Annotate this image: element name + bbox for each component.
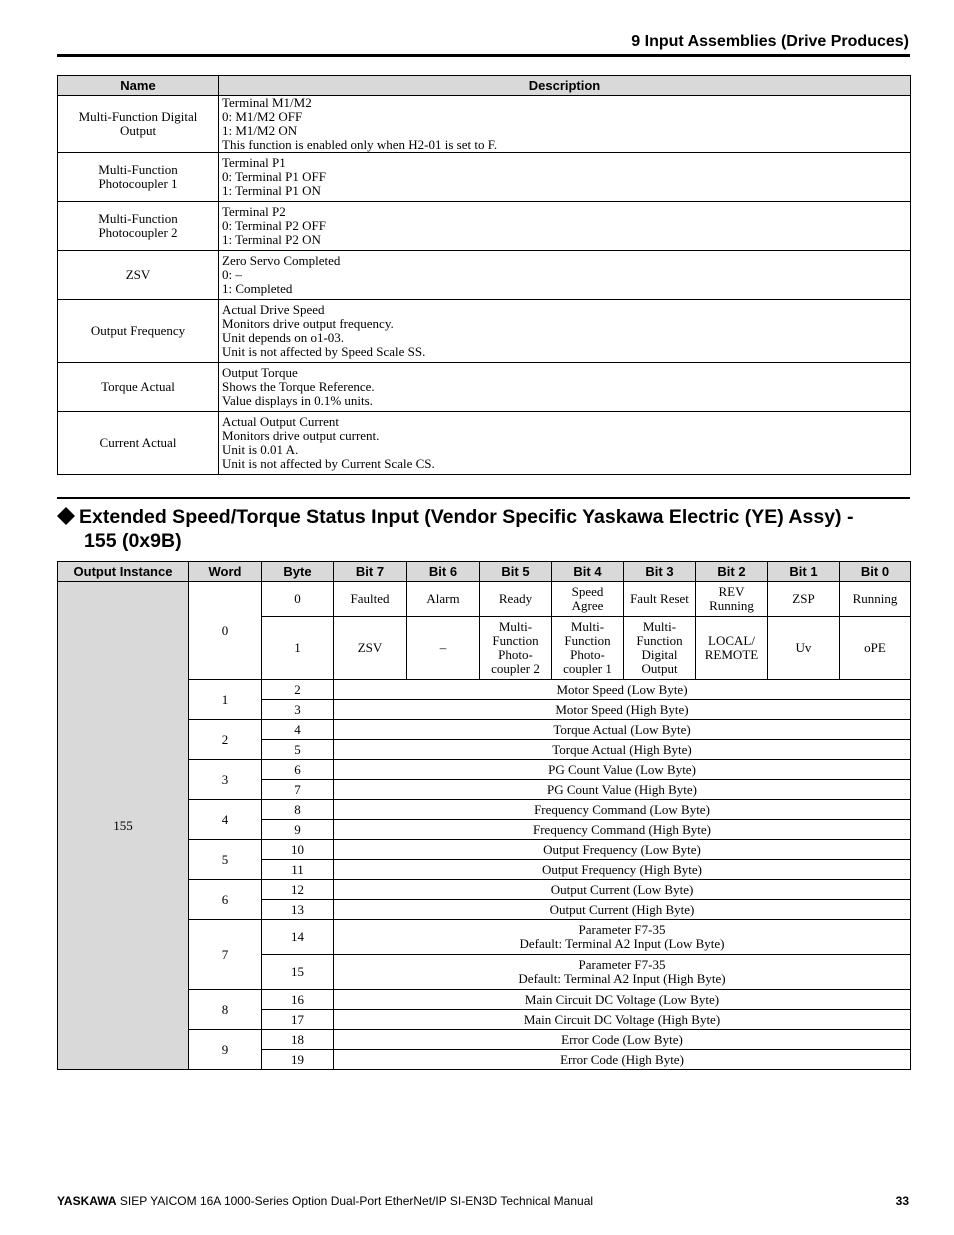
- cell-byte: 13: [262, 900, 334, 920]
- table-header-row: [58, 76, 911, 96]
- text-line: 1: M1/M2 ON: [222, 123, 298, 138]
- text-line: Function: [492, 633, 539, 648]
- text-line: Multi-: [498, 619, 533, 634]
- cell-byte-description: [334, 680, 911, 700]
- text-line: Speed: [571, 584, 604, 599]
- text-line: Main Circuit DC Voltage (Low Byte): [524, 991, 720, 1007]
- cell-byte: 14: [262, 920, 334, 955]
- cell-bit: [552, 617, 624, 680]
- cell-name: [58, 96, 219, 153]
- section-title-line2: 155 (0x9B): [84, 530, 182, 552]
- cell-bit: [480, 582, 552, 617]
- text-line: Unit is 0.01 A.: [222, 442, 299, 457]
- cell-bit: [696, 617, 768, 680]
- text-line: PG Count Value (Low Byte): [548, 761, 696, 777]
- cell-bit: [334, 582, 407, 617]
- text-line: Default: Terminal A2 Input (Low Byte): [519, 936, 725, 951]
- cell-byte: 19: [262, 1050, 334, 1070]
- text-line: Terminal P2: [222, 204, 286, 219]
- cell-name: [58, 300, 219, 363]
- text-line: Actual Drive Speed: [222, 302, 325, 317]
- text-line: ZSV: [357, 640, 383, 655]
- cell-byte-description: [334, 780, 911, 800]
- cell-description: [219, 251, 911, 300]
- text-line: Photo-: [570, 647, 605, 662]
- cell-bit: [840, 617, 911, 680]
- text-line: Torque Actual (Low Byte): [553, 721, 691, 737]
- text-line: Monitors drive output current.: [222, 428, 380, 443]
- cell-byte-description: [334, 800, 911, 820]
- cell-word: 2: [189, 720, 262, 760]
- text-line: Fault Reset: [630, 591, 689, 606]
- text-line: Ready: [498, 591, 533, 606]
- footer-manual-title: [57, 1194, 593, 1208]
- text-line: Error Code (High Byte): [560, 1051, 684, 1067]
- text-line: Multi-Function: [98, 211, 178, 226]
- cell-bit: [840, 582, 911, 617]
- column-header: Bit 1: [768, 562, 840, 582]
- text-line: Frequency Command (Low Byte): [534, 801, 710, 817]
- text-line: Photocoupler 2: [98, 225, 178, 240]
- cell-byte-description: [334, 880, 911, 900]
- table-row: [58, 412, 911, 475]
- cell-name: [58, 251, 219, 300]
- text-line: Parameter F7-35: [578, 957, 666, 972]
- text-line: Running: [709, 598, 754, 613]
- cell-output-instance: 155: [58, 582, 189, 1070]
- cell-byte: 12: [262, 880, 334, 900]
- text-line: Photo-: [498, 647, 533, 662]
- text-line: Monitors drive output frequency.: [222, 316, 394, 331]
- cell-byte: 8: [262, 800, 334, 820]
- header-divider: [57, 54, 910, 57]
- text-line: Error Code (Low Byte): [561, 1031, 683, 1047]
- cell-word: 7: [189, 920, 262, 990]
- cell-byte-description: [334, 860, 911, 880]
- column-header-description: Description: [219, 76, 911, 96]
- cell-description: [219, 300, 911, 363]
- text-line: LOCAL/: [708, 633, 755, 648]
- text-line: Output Torque: [222, 365, 298, 380]
- cell-word: 5: [189, 840, 262, 880]
- cell-byte-description: [334, 740, 911, 760]
- table-header-row: [58, 562, 911, 582]
- table-row: [58, 582, 911, 617]
- text-line: 0: M1/M2 OFF: [222, 109, 303, 124]
- cell-byte-description: [334, 820, 911, 840]
- cell-name: [58, 153, 219, 202]
- text-line: Digital: [641, 647, 678, 662]
- cell-bit: [624, 617, 696, 680]
- text-line: Torque Actual (High Byte): [552, 741, 692, 757]
- footer-brand: YASKAWA: [57, 1194, 117, 1208]
- cell-byte-description: [334, 1010, 911, 1030]
- cell-description: [219, 153, 911, 202]
- cell-description: [219, 363, 911, 412]
- text-line: Shows the Torque Reference.: [222, 379, 375, 394]
- text-line: Multi-: [642, 619, 677, 634]
- column-header: Bit 3: [624, 562, 696, 582]
- text-line: Terminal P1: [222, 155, 286, 170]
- column-header: Bit 4: [552, 562, 624, 582]
- cell-bit: [334, 617, 407, 680]
- column-header: Word: [189, 562, 262, 582]
- cell-bit: [768, 582, 840, 617]
- cell-byte: 4: [262, 720, 334, 740]
- text-line: REV: [718, 584, 745, 599]
- cell-bit: [624, 582, 696, 617]
- text-line: PG Count Value (High Byte): [547, 781, 697, 797]
- section-title-line1: Extended Speed/Torque Status Input (Vendor Specific Yaskawa Electric (YE) Assy) -: [79, 506, 854, 528]
- text-line: Actual Output Current: [222, 414, 339, 429]
- cell-word: 8: [189, 990, 262, 1030]
- text-line: 0: Terminal P1 OFF: [222, 169, 326, 184]
- cell-byte: 0: [262, 582, 334, 617]
- text-line: Current Actual: [99, 435, 177, 450]
- cell-description: [219, 202, 911, 251]
- cell-description: [219, 96, 911, 153]
- text-line: coupler 1: [563, 661, 612, 676]
- text-line: Output Frequency (Low Byte): [543, 841, 701, 857]
- text-line: Motor Speed (High Byte): [555, 701, 689, 717]
- text-line: Default: Terminal A2 Input (High Byte): [518, 971, 726, 986]
- cell-byte-description: [334, 900, 911, 920]
- cell-word: 6: [189, 880, 262, 920]
- cell-byte: 6: [262, 760, 334, 780]
- cell-byte: 1: [262, 617, 334, 680]
- cell-bit: [696, 582, 768, 617]
- text-line: Torque Actual: [101, 379, 175, 394]
- text-line: Output Frequency (High Byte): [542, 861, 702, 877]
- table-row: [58, 300, 911, 363]
- text-line: 0: –: [222, 267, 242, 282]
- text-line: 1: Terminal P2 ON: [222, 232, 321, 247]
- cell-word: 1: [189, 680, 262, 720]
- cell-byte: 9: [262, 820, 334, 840]
- text-line: Faulted: [350, 591, 390, 606]
- text-line: Agree: [571, 598, 604, 613]
- table-row: [58, 153, 911, 202]
- cell-byte: 5: [262, 740, 334, 760]
- parameter-description-table: [57, 75, 911, 475]
- cell-word: 9: [189, 1030, 262, 1070]
- column-header-name: Name: [58, 76, 219, 96]
- cell-description: [219, 412, 911, 475]
- cell-word: 3: [189, 760, 262, 800]
- column-header: Bit 0: [840, 562, 911, 582]
- table-row: [58, 363, 911, 412]
- diamond-bullet-icon: [57, 505, 79, 529]
- text-line: Value displays in 0.1% units.: [222, 393, 373, 408]
- cell-byte: 18: [262, 1030, 334, 1050]
- cell-byte: 3: [262, 700, 334, 720]
- table-body: [58, 582, 911, 1070]
- cell-byte-description: [334, 720, 911, 740]
- cell-byte-description: [334, 700, 911, 720]
- text-line: Multi-Function: [98, 162, 178, 177]
- text-line: Parameter F7-35: [578, 922, 666, 937]
- cell-word: 4: [189, 800, 262, 840]
- cell-name: [58, 202, 219, 251]
- cell-name: [58, 412, 219, 475]
- text-line: 1: Completed: [222, 281, 293, 296]
- column-header: Bit 6: [407, 562, 480, 582]
- page-number: 33: [895, 1194, 909, 1208]
- table-body: [58, 96, 911, 475]
- text-line: Function: [636, 633, 683, 648]
- cell-byte-description: [334, 990, 911, 1010]
- text-line: –: [439, 640, 447, 655]
- text-line: ZSV: [125, 267, 151, 282]
- cell-word: 0: [189, 582, 262, 680]
- text-line: Multi-: [570, 619, 605, 634]
- text-line: Function: [564, 633, 611, 648]
- text-line: REMOTE: [704, 647, 759, 662]
- cell-bit: [407, 617, 480, 680]
- text-line: Uv: [795, 640, 812, 655]
- text-line: 1: Terminal P1 ON: [222, 183, 321, 198]
- cell-byte: 17: [262, 1010, 334, 1030]
- text-line: Multi-Function Digital: [78, 109, 198, 124]
- section-divider: [57, 497, 910, 499]
- text-line: Zero Servo Completed: [222, 253, 341, 268]
- cell-byte-description: [334, 840, 911, 860]
- cell-byte-description: [334, 920, 911, 955]
- cell-bit: [552, 582, 624, 617]
- text-line: Output: [641, 661, 678, 676]
- text-line: Running: [852, 591, 898, 606]
- column-header: Bit 7: [334, 562, 407, 582]
- text-line: Main Circuit DC Voltage (High Byte): [523, 1011, 721, 1027]
- text-line: Output Frequency: [90, 323, 186, 338]
- text-line: Photocoupler 1: [98, 176, 178, 191]
- cell-byte: 11: [262, 860, 334, 880]
- column-header: Bit 5: [480, 562, 552, 582]
- cell-byte-description: [334, 955, 911, 990]
- cell-bit: [407, 582, 480, 617]
- text-line: Output: [119, 123, 157, 138]
- text-line: 0: Terminal P2 OFF: [222, 218, 326, 233]
- column-header: Byte: [262, 562, 334, 582]
- text-line: Frequency Command (High Byte): [533, 821, 711, 837]
- cell-byte-description: [334, 1050, 911, 1070]
- text-line: Terminal M1/M2: [222, 95, 312, 110]
- cell-bit: [768, 617, 840, 680]
- footer-text: SIEP YAICOM 16A 1000-Series Option Dual-Port EtherNet/IP SI-EN3D Technical Manual: [116, 1194, 594, 1208]
- assembly-bit-table: [57, 561, 911, 1070]
- table-row: [58, 96, 911, 153]
- text-line: Output Current (Low Byte): [550, 881, 694, 897]
- text-line: Alarm: [426, 591, 460, 606]
- table-row: [58, 251, 911, 300]
- column-header: Output Instance: [58, 562, 189, 582]
- cell-byte: 2: [262, 680, 334, 700]
- cell-byte-description: [334, 1030, 911, 1050]
- text-line: Output Current (High Byte): [549, 901, 695, 917]
- text-line: Unit depends on o1-03.: [222, 330, 345, 345]
- cell-byte-description: [334, 760, 911, 780]
- text-line: Unit is not affected by Speed Scale SS.: [222, 344, 426, 359]
- cell-name: [58, 363, 219, 412]
- page-section-header: 9 Input Assemblies (Drive Produces): [631, 33, 909, 50]
- text-line: ZSP: [792, 591, 815, 606]
- text-line: Motor Speed (Low Byte): [556, 681, 688, 697]
- column-header: Bit 2: [696, 562, 768, 582]
- cell-byte: 15: [262, 955, 334, 990]
- text-line: oPE: [864, 640, 886, 655]
- cell-byte: 10: [262, 840, 334, 860]
- text-line: Unit is not affected by Current Scale CS.: [222, 456, 435, 471]
- cell-bit: [480, 617, 552, 680]
- cell-byte: 16: [262, 990, 334, 1010]
- text-line: coupler 2: [491, 661, 540, 676]
- table-row: [58, 202, 911, 251]
- section-title: [57, 505, 910, 553]
- text-line: This function is enabled only when H2-01 is set to F.: [222, 137, 498, 152]
- cell-byte: 7: [262, 780, 334, 800]
